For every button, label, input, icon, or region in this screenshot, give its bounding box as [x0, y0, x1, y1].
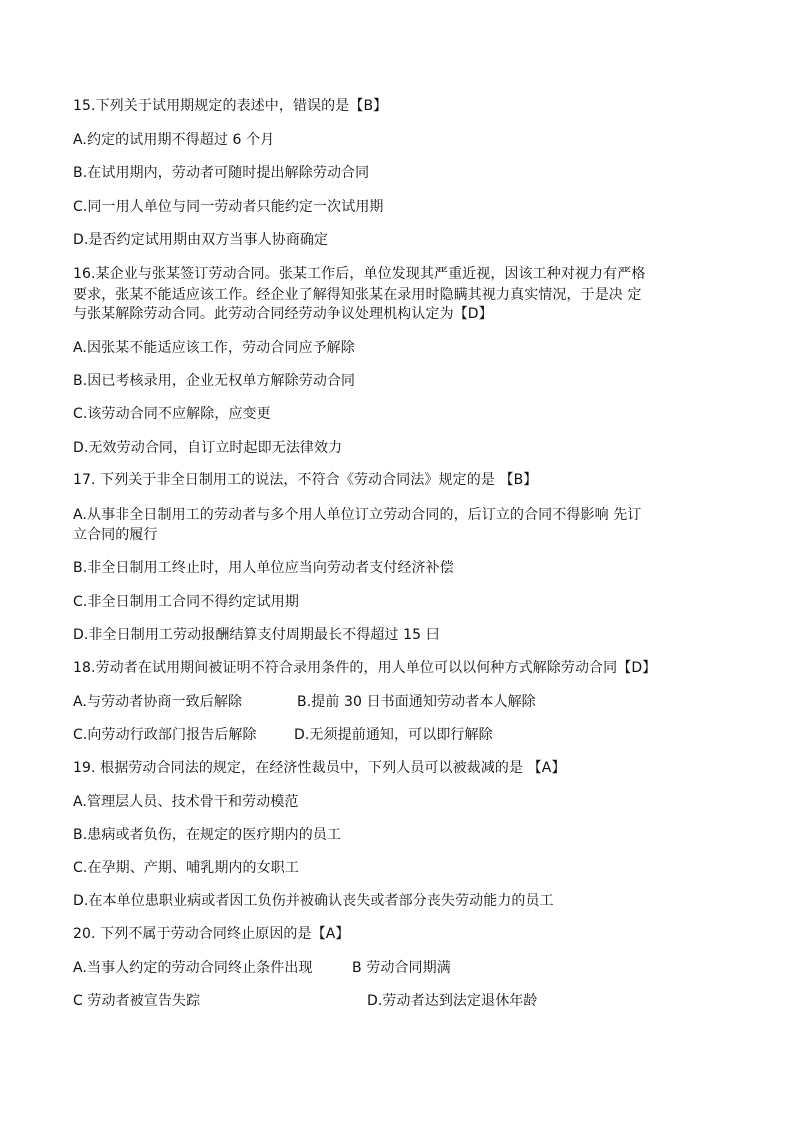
- question-16-option-a: A.因张某不能适应该工作，劳动合同应予解除: [73, 340, 355, 356]
- question-19-option-b: B.患病或者负伤，在规定的医疗期内的员工: [73, 827, 342, 843]
- question-16-stem-line-3: 与张某解除劳动合同。此劳动合同经劳动争议处理机构认定为【D】: [73, 306, 493, 322]
- question-17-stem: 17. 下列关于非全日制用工的说法，不符合《劳动合同法》规定的是 【B】: [73, 472, 538, 488]
- question-20-option-b: B 劳动合同期满: [352, 960, 451, 976]
- question-15-stem: 15.下列关于试用期规定的表述中，错误的是【B】: [73, 98, 388, 114]
- question-17-option-b: B.非全日制用工终止时，用人单位应当向劳动者支付经济补偿: [73, 560, 454, 576]
- question-16-option-c: C.该劳动合同不应解除，应变更: [73, 406, 271, 422]
- question-18-option-d: D.无须提前通知，可以即行解除: [294, 727, 493, 743]
- question-20-stem: 20. 下列不属于劳动合同终止原因的是【A】: [73, 926, 350, 942]
- question-16-stem-line-2: 要求，张某不能适应该工作。经企业了解得知张某在录用时隐瞒其视力真实情况，于是决 定: [73, 287, 642, 303]
- question-18-option-a: A.与劳动者协商一致后解除: [73, 694, 243, 710]
- question-20-option-c: C 劳动者被宣告失踪: [73, 993, 201, 1009]
- question-15-option-d: D.是否约定试用期由双方当事人协商确定: [73, 232, 329, 248]
- question-17-option-a-line-2: 立合同的履行: [73, 527, 158, 543]
- question-17-option-a-line-1: A.从事非全日制用工的劳动者与多个用人单位订立劳动合同的，后订立的合同不得影响 先订: [73, 507, 642, 523]
- question-16-option-b: B.因已考核录用，企业无权单方解除劳动合同: [73, 373, 356, 389]
- question-16-option-d: D.无效劳动合同，自订立时起即无法律效力: [73, 440, 343, 456]
- question-15-option-a: A.约定的试用期不得超过 6 个月: [73, 132, 275, 148]
- question-16-stem-line-1: 16.某企业与张某签订劳动合同。张某工作后，单位发现其严重近视，因该工种对视力有严格: [73, 266, 646, 282]
- question-18-option-c: C.向劳动行政部门报告后解除: [73, 727, 257, 743]
- question-20-option-a: A.当事人约定的劳动合同终止条件出现: [73, 960, 313, 976]
- question-19-option-d: D.在本单位患职业病或者因工负伤并被确认丧失或者部分丧失劳动能力的员工: [73, 893, 554, 909]
- question-20-option-d: D.劳动者达到法定退休年龄: [367, 993, 538, 1009]
- question-18-stem: 18.劳动者在试用期间被证明不符合录用条件的，用人单位可以以何种方式解除劳动合同【D】: [73, 660, 657, 676]
- question-19-option-a: A.管理层人员、技术骨干和劳动模范: [73, 794, 299, 810]
- question-18-option-b: B.提前 30 日书面通知劳动者本人解除: [297, 694, 536, 710]
- question-17-option-d: D.非全日制用工劳动报酬结算支付周期最长不得超过 15 曰: [73, 627, 440, 643]
- question-17-option-c: C.非全日制用工合同不得约定试用期: [73, 594, 299, 610]
- question-19-option-c: C.在孕期、产期、哺乳期内的女职工: [73, 860, 299, 876]
- question-15-option-c: C.同一用人单位与同一劳动者只能约定一次试用期: [73, 199, 384, 215]
- question-15-option-b: B.在试用期内，劳动者可随时提出解除劳动合同: [73, 165, 370, 181]
- question-19-stem: 19. 根据劳动合同法的规定，在经济性裁员中，下列人员可以被裁减的是 【A】: [73, 760, 566, 776]
